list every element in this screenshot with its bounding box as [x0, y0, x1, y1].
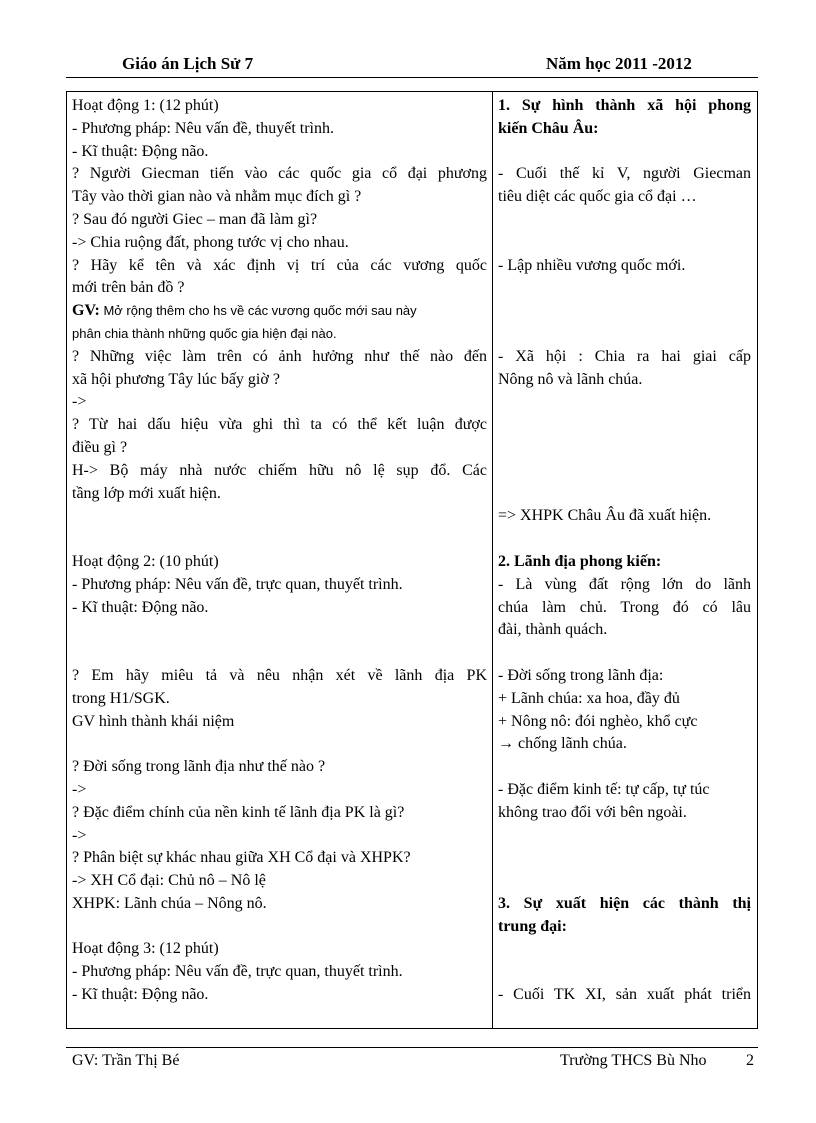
right-column-line [498, 528, 751, 551]
header-rule [66, 77, 758, 78]
left-column-line: tầng lớp mới xuất hiện. [72, 484, 221, 502]
right-column-line [498, 437, 751, 460]
left-column-line: -> [72, 780, 87, 798]
right-column-line: + Nông nô: đói nghèo, khổ cực [498, 712, 698, 730]
left-column-line: Hoạt động 3: (12 phút) [72, 940, 219, 958]
right-column-line [498, 300, 751, 323]
right-column-line [498, 847, 751, 870]
left-column-line: xã hội phương Tây lúc bấy giờ ? [72, 370, 280, 388]
right-column-line: kiến Châu Âu: [498, 119, 599, 137]
right-column-line: 3. Sự xuất hiện các thành thị [498, 894, 751, 912]
teacher-activities-column [72, 95, 487, 1007]
left-column-line: -> [72, 393, 87, 411]
lesson-content-column [498, 95, 751, 1007]
right-column-line: - Lập nhiều vương quốc mới. [498, 256, 686, 274]
right-column-line [498, 870, 751, 893]
page-number: 2 [746, 1052, 754, 1069]
left-column-line: - Kĩ thuật: Động não. [72, 142, 209, 160]
left-column-line [72, 733, 487, 756]
gv-note: Mở rộng thêm cho hs về các vương quốc mới sau này [99, 303, 417, 319]
right-column-line [498, 756, 751, 779]
right-column-line: - Đặc điểm kinh tế: tự cấp, tự túc [498, 780, 710, 798]
right-column-line: => XHPK Châu Âu đã xuất hiện. [498, 507, 712, 525]
left-column-line: H-> Bộ máy nhà nước chiếm hữu nô lệ sụp đổ. Các [72, 461, 487, 479]
right-column-line [498, 961, 751, 984]
right-column-line: 1. Sự hình thành xã hội phong [498, 97, 751, 114]
left-column-line [72, 619, 487, 642]
right-column-line: - Xã hội : Chia ra hai giai cấp [498, 347, 751, 365]
right-column-line [498, 232, 751, 255]
right-column-line: → chống lãnh chúa. [498, 735, 627, 753]
left-column-line: ? Người Giecman tiến vào các quốc gia cổ đại phương [72, 165, 487, 183]
column-divider [492, 92, 493, 1028]
left-column-line: trong H1/SGK. [72, 689, 170, 707]
right-column-line: không trao đổi với bên ngoài. [498, 803, 687, 821]
right-column-line: - Là vùng đất rộng lớn do lãnh [498, 575, 751, 593]
left-column-line: - Kĩ thuật: Động não. [72, 986, 209, 1004]
left-column-line: Tây vào thời gian nào và nhằm mục đích gì ? [72, 188, 362, 206]
header-school-year: Năm học 2011 -2012 [546, 54, 692, 73]
left-column-line: Hoạt động 1: (12 phút) [72, 97, 219, 114]
right-column-line [498, 642, 751, 665]
footer-rule [66, 1047, 758, 1048]
left-column-line: - Phương pháp: Nêu vấn đề, trực quan, thuyết trình. [72, 963, 403, 981]
left-column-line: ? Em hãy miêu tả và nêu nhận xét về lãnh địa PK [72, 666, 487, 684]
right-column-line [498, 938, 751, 961]
left-column-line: -> XH Cổ đại: Chủ nô – Nô lệ [72, 872, 266, 890]
left-column-line: ? Từ hai dấu hiệu vừa ghi thì ta có thể kết luận được [72, 416, 487, 434]
right-column-line: Nông nô và lãnh chúa. [498, 370, 643, 388]
right-column-line [498, 323, 751, 346]
left-column-line: - Kĩ thuật: Động não. [72, 598, 209, 616]
left-column-line [72, 505, 487, 528]
gv-label: GV: [72, 302, 100, 320]
right-column-line: chúa làm chủ. Trong đó có lâu [498, 598, 751, 616]
left-column-line: mới trên bản đồ ? [72, 279, 185, 297]
lesson-table [66, 91, 758, 1029]
right-column-line: - Đời sống trong lãnh địa: [498, 666, 664, 684]
right-column-line [498, 414, 751, 437]
right-column-line: trung đại: [498, 917, 567, 935]
left-column-line: XHPK: Lãnh chúa – Nông nô. [72, 894, 267, 912]
right-column-line: - Cuối thế kỉ V, người Giecman [498, 165, 751, 183]
right-column-line [498, 141, 751, 164]
right-column-line: + Lãnh chúa: xa hoa, đầy đủ [498, 689, 680, 707]
left-column-line: phân chia thành những quốc gia hiện đại nào. [72, 325, 337, 341]
left-column-line: - Phương pháp: Nêu vấn đề, trực quan, thuyết trình. [72, 575, 403, 593]
right-column-line: tiêu diệt các quốc gia cổ đại … [498, 188, 697, 206]
left-column-line [72, 528, 487, 551]
right-column-line [498, 825, 751, 848]
right-column-line: đài, thành quách. [498, 621, 608, 639]
left-column-line: ? Những việc làm trên có ảnh hưởng như thế nào đến [72, 347, 487, 365]
left-column-line [72, 300, 487, 323]
right-column-line [498, 209, 751, 232]
left-column-line: ? Đặc điểm chính của nền kinh tế lãnh địa PK là gì? [72, 803, 405, 821]
left-column-line: ? Sau đó người Giec – man đã làm gì? [72, 210, 318, 228]
right-column-line [498, 277, 751, 300]
right-column-line [498, 460, 751, 483]
left-column-line: ? Hãy kể tên và xác định vị trí của các vương quốc [72, 256, 487, 274]
left-column-line: điều gì ? [72, 438, 128, 456]
left-column-line: ? Đời sống trong lãnh địa như thế nào ? [72, 758, 326, 776]
left-column-line: -> Chia ruộng đất, phong tước vị cho nhau. [72, 233, 349, 251]
left-column-line: - Phương pháp: Nêu vấn đề, thuyết trình. [72, 119, 334, 137]
left-column-line: Hoạt động 2: (10 phút) [72, 552, 219, 570]
left-column-line: -> [72, 826, 87, 844]
left-column-line [72, 916, 487, 939]
right-column-line [498, 483, 751, 506]
right-column-line: 2. Lãnh địa phong kiến: [498, 552, 662, 570]
left-column-line: GV hình thành khái niệm [72, 712, 235, 730]
footer-school: Trường THCS Bù Nho [560, 1052, 707, 1069]
left-column-line: ? Phân biệt sự khác nhau giữa XH Cổ đại và XHPK? [72, 849, 411, 867]
footer-teacher: GV: Trần Thị Bé [72, 1052, 180, 1069]
header-title: Giáo án Lịch Sử 7 [122, 54, 254, 73]
right-column-line [498, 391, 751, 414]
left-column-line [72, 642, 487, 665]
right-column-line: - Cuối TK XI, sản xuất phát triển [498, 986, 751, 1004]
